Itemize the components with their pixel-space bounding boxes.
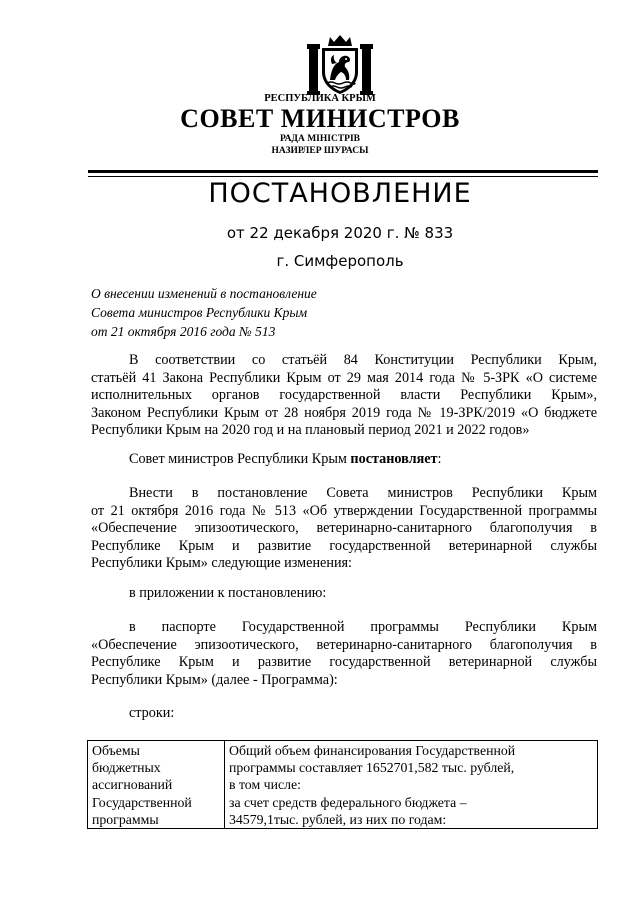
cell-line: ассигнований xyxy=(92,777,173,793)
paragraph-line: Республики Крым» следующие изменения: xyxy=(91,555,352,572)
paragraph-line: «Обеспечение эпизоотического, ветеринарно-санитарного благополучия в xyxy=(91,520,597,537)
header-nazirler: НАЗИРЛЕР ШУРАСЫ xyxy=(271,146,369,156)
paragraph-line: Законом Республики Крым от 28 ноября 2019 года № 19-ЗРК/2019 «О бюджете xyxy=(91,404,597,421)
paragraph-appendix: в приложении к постановлению: xyxy=(129,585,327,601)
header-council: СОВЕТ МИНИСТРОВ xyxy=(180,104,460,133)
cell-line: за счет средств федерального бюджета – xyxy=(229,794,467,810)
cell-line: программы составляет 1652701,582 тыс. рублей, xyxy=(229,760,515,776)
subject-line: Совета министров Республики Крым xyxy=(91,305,308,320)
subject-line: от 21 октября 2016 года № 513 xyxy=(91,324,276,339)
paragraph-line: «Обеспечение эпизоотического, ветеринарно-санитарного благополучия в xyxy=(91,636,597,653)
document-city: г. Симферополь xyxy=(276,252,404,270)
resolves-text: Совет министров Республики Крым xyxy=(129,451,351,467)
document-date-number: от 22 декабря 2020 г. № 833 xyxy=(226,224,454,242)
header-divider-thick xyxy=(88,170,598,173)
paragraph-line: в паспорте Государственной программы Республики Крым xyxy=(129,619,597,635)
paragraph-line: Республики Крым на 2020 год и на плановый период 2021 и 2022 годов» xyxy=(91,422,530,439)
crimea-coat-of-arms-icon xyxy=(306,34,374,96)
paragraph-line: Республике Крым и развитие государственной ветеринарной службы xyxy=(91,537,597,554)
header-rada: РАДА МІНІСТРІВ xyxy=(279,134,360,144)
document-subject xyxy=(91,284,317,341)
paragraph-passport xyxy=(91,619,597,689)
cell-line: Общий объем финансирования Государственной xyxy=(229,743,516,758)
table-row xyxy=(88,741,598,829)
paragraph-line: Внести в постановление Совета министров Республики Крым xyxy=(129,485,597,501)
paragraph-line: статьёй 41 Закона Республики Крым от 29 мая 2014 года № 5-ЗРК «О системе xyxy=(91,369,597,386)
paragraph-line: Республики Крым» (далее - Программа): xyxy=(91,671,338,688)
paragraph-legal-basis xyxy=(91,352,597,440)
paragraph-lines: строки: xyxy=(129,705,175,721)
paragraph-amendments xyxy=(91,485,597,573)
header-republic: РЕСПУБЛИКА КРЫМ xyxy=(264,93,376,104)
program-funding-table xyxy=(87,740,598,829)
cell-line: Государственной xyxy=(92,794,192,810)
paragraph-line: В соответствии со статьёй 84 Конституции Республики Крым, xyxy=(129,352,597,368)
cell-line: бюджетных xyxy=(92,760,161,776)
resolves-keyword: постановляет xyxy=(350,451,438,467)
cell-line: в том числе: xyxy=(229,777,301,793)
cell-line: Объемы xyxy=(92,743,140,758)
paragraph-line: исполнительных органов государственной власти Республики Крым», xyxy=(91,387,597,404)
cell-line: программы xyxy=(92,811,159,827)
table-cell-value xyxy=(225,741,598,829)
paragraph-line: от 21 октября 2016 года № 513 «Об утверждении Государственной программы xyxy=(91,502,597,519)
paragraph-line: Республике Крым и развитие государственной ветеринарной службы xyxy=(91,654,597,671)
table-cell-label xyxy=(88,741,225,829)
subject-line: О внесении изменений в постановление xyxy=(91,286,317,301)
document-type-title: ПОСТАНОВЛЕНИЕ xyxy=(208,178,472,209)
paragraph-resolves xyxy=(129,451,441,468)
cell-line: 34579,1тыс. рублей, из них по годам: xyxy=(229,811,447,827)
resolves-colon: : xyxy=(437,451,442,467)
